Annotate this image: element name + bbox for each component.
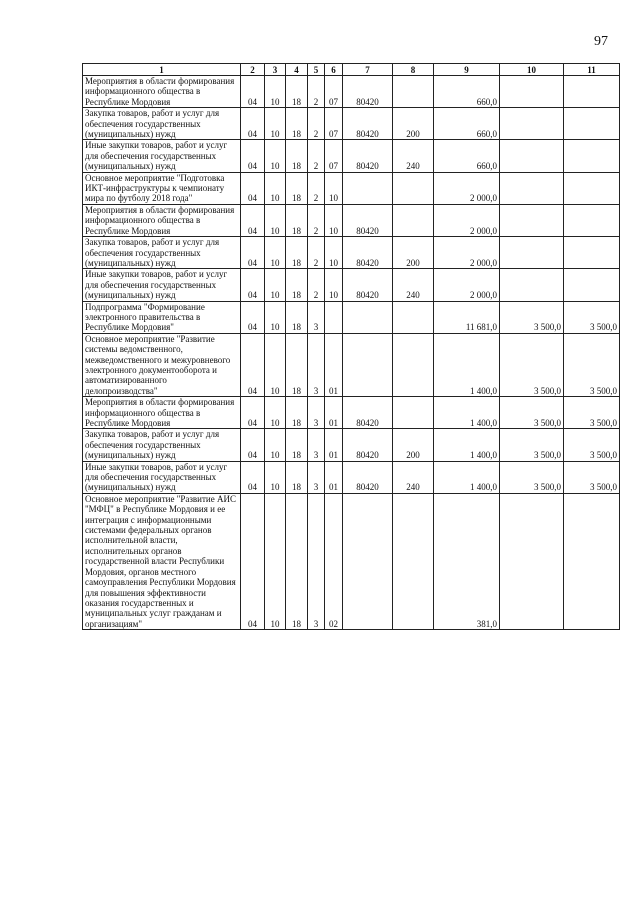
row-name: Иные закупки товаров, работ и услуг для обеспечения государственных (муниципальных) нужд (83, 461, 241, 493)
amount-cell: 3 500,0 (500, 397, 564, 429)
code-cell: 18 (286, 237, 308, 269)
code-cell (393, 76, 434, 108)
code-cell: 04 (241, 237, 265, 269)
row-name: Подпрограмма "Формирование электронного правительства в Республике Мордовия" (83, 301, 241, 333)
row-name: Иные закупки товаров, работ и услуг для обеспечения государственных (муниципальных) нужд (83, 269, 241, 301)
code-cell: 18 (286, 461, 308, 493)
code-cell: 10 (265, 108, 286, 140)
code-cell: 10 (265, 333, 286, 396)
code-cell: 18 (286, 493, 308, 629)
code-cell: 02 (325, 493, 343, 629)
code-cell: 10 (265, 429, 286, 461)
code-cell: 10 (265, 493, 286, 629)
code-cell: 3 (308, 461, 325, 493)
code-cell: 18 (286, 269, 308, 301)
column-header: 8 (393, 64, 434, 76)
code-cell: 80420 (343, 429, 393, 461)
code-cell: 04 (241, 429, 265, 461)
amount-cell (500, 76, 564, 108)
code-cell: 3 (308, 397, 325, 429)
row-name: Мероприятия в области формирования информационного общества в Республике Мордовия (83, 204, 241, 236)
code-cell: 240 (393, 140, 434, 172)
code-cell: 04 (241, 461, 265, 493)
code-cell: 10 (325, 237, 343, 269)
row-name: Закупка товаров, работ и услуг для обеспечения государственных (муниципальных) нужд (83, 429, 241, 461)
amount-cell (500, 269, 564, 301)
code-cell: 07 (325, 108, 343, 140)
code-cell: 200 (393, 108, 434, 140)
code-cell: 3 (308, 333, 325, 396)
table-row (83, 140, 620, 172)
code-cell: 2 (308, 237, 325, 269)
code-cell: 01 (325, 461, 343, 493)
amount-cell (500, 493, 564, 629)
table-row (83, 108, 620, 140)
amount-cell: 3 500,0 (500, 461, 564, 493)
code-cell (393, 397, 434, 429)
code-cell: 18 (286, 140, 308, 172)
column-header: 9 (434, 64, 500, 76)
amount-cell (564, 237, 620, 269)
table-row (83, 204, 620, 236)
code-cell: 01 (325, 333, 343, 396)
row-name: Основное мероприятие "Подготовка ИКТ-инфраструктуры к чемпионату мира по футболу 2018 года" (83, 172, 241, 204)
amount-cell: 2 000,0 (434, 269, 500, 301)
code-cell: 04 (241, 333, 265, 396)
code-cell: 07 (325, 140, 343, 172)
code-cell: 80420 (343, 76, 393, 108)
amount-cell (564, 204, 620, 236)
amount-cell (564, 76, 620, 108)
amount-cell: 3 500,0 (564, 301, 620, 333)
code-cell: 04 (241, 140, 265, 172)
column-header: 7 (343, 64, 393, 76)
amount-cell: 2 000,0 (434, 172, 500, 204)
code-cell: 200 (393, 429, 434, 461)
code-cell: 2 (308, 140, 325, 172)
code-cell (343, 493, 393, 629)
amount-cell: 660,0 (434, 108, 500, 140)
amount-cell (564, 172, 620, 204)
code-cell: 80420 (343, 269, 393, 301)
code-cell: 04 (241, 76, 265, 108)
amount-cell: 2 000,0 (434, 237, 500, 269)
row-name: Мероприятия в области формирования информационного общества в Республике Мордовия (83, 76, 241, 108)
table-row (83, 333, 620, 396)
code-cell: 18 (286, 76, 308, 108)
code-cell: 18 (286, 429, 308, 461)
amount-cell: 3 500,0 (500, 429, 564, 461)
code-cell: 18 (286, 301, 308, 333)
code-cell: 10 (265, 204, 286, 236)
page-number: 97 (594, 34, 608, 49)
table-row (83, 172, 620, 204)
row-name: Мероприятия в области формирования информационного общества в Республике Мордовия (83, 397, 241, 429)
code-cell: 2 (308, 204, 325, 236)
code-cell: 80420 (343, 204, 393, 236)
code-cell: 240 (393, 269, 434, 301)
code-cell (343, 301, 393, 333)
column-header: 11 (564, 64, 620, 76)
amount-cell: 1 400,0 (434, 461, 500, 493)
row-name: Основное мероприятие "Развитие системы ведомственного, межведомственного и межуровневого электронного документооборота и автоматизированного делопроизводства" (83, 333, 241, 396)
row-name: Закупка товаров, работ и услуг для обеспечения государственных (муниципальных) нужд (83, 108, 241, 140)
row-name: Закупка товаров, работ и услуг для обеспечения государственных (муниципальных) нужд (83, 237, 241, 269)
amount-cell: 3 500,0 (564, 397, 620, 429)
code-cell: 10 (265, 269, 286, 301)
row-name: Иные закупки товаров, работ и услуг для обеспечения государственных (муниципальных) нужд (83, 140, 241, 172)
row-name: Основное мероприятие "Развитие АИС "МФЦ" в Республике Мордовия и ее интеграция с информационными системами федеральных органов исполнительной власти, исполнительных органов государственной власти Республики Мордовия, органов местного самоуправления Республики Мордовия для повышения эффективности оказания государственных и муниципальных услуг гражданам и организациям" (83, 493, 241, 629)
code-cell: 3 (308, 493, 325, 629)
code-cell: 01 (325, 397, 343, 429)
amount-cell: 660,0 (434, 76, 500, 108)
table-row (83, 397, 620, 429)
code-cell: 10 (265, 140, 286, 172)
amount-cell: 1 400,0 (434, 429, 500, 461)
table-header-row (83, 64, 620, 76)
amount-cell (500, 108, 564, 140)
amount-cell: 3 500,0 (564, 429, 620, 461)
code-cell: 04 (241, 397, 265, 429)
code-cell: 10 (325, 269, 343, 301)
amount-cell: 3 500,0 (564, 461, 620, 493)
table-row (83, 301, 620, 333)
column-header: 4 (286, 64, 308, 76)
amount-cell (564, 269, 620, 301)
amount-cell (564, 140, 620, 172)
code-cell (393, 301, 434, 333)
code-cell: 2 (308, 172, 325, 204)
amount-cell (564, 493, 620, 629)
code-cell (393, 172, 434, 204)
code-cell: 2 (308, 269, 325, 301)
code-cell: 04 (241, 493, 265, 629)
amount-cell: 2 000,0 (434, 204, 500, 236)
code-cell: 10 (265, 301, 286, 333)
table-row (83, 76, 620, 108)
code-cell: 18 (286, 333, 308, 396)
column-header: 1 (83, 64, 241, 76)
code-cell: 04 (241, 108, 265, 140)
code-cell: 07 (325, 76, 343, 108)
amount-cell (500, 172, 564, 204)
code-cell: 80420 (343, 140, 393, 172)
code-cell (393, 204, 434, 236)
code-cell: 80420 (343, 237, 393, 269)
code-cell: 2 (308, 108, 325, 140)
amount-cell: 1 400,0 (434, 333, 500, 396)
table-row (83, 461, 620, 493)
amount-cell: 3 500,0 (500, 301, 564, 333)
amount-cell (500, 140, 564, 172)
column-header: 10 (500, 64, 564, 76)
amount-cell: 1 400,0 (434, 397, 500, 429)
code-cell: 80420 (343, 108, 393, 140)
code-cell (393, 333, 434, 396)
table-row (83, 237, 620, 269)
table-row (83, 493, 620, 629)
code-cell: 18 (286, 172, 308, 204)
code-cell: 200 (393, 237, 434, 269)
amount-cell: 3 500,0 (564, 333, 620, 396)
code-cell (343, 333, 393, 396)
code-cell (325, 301, 343, 333)
amount-cell (500, 204, 564, 236)
table-row (83, 269, 620, 301)
code-cell: 04 (241, 301, 265, 333)
column-header: 2 (241, 64, 265, 76)
code-cell: 10 (265, 237, 286, 269)
budget-table (82, 63, 620, 630)
code-cell: 80420 (343, 397, 393, 429)
amount-cell: 381,0 (434, 493, 500, 629)
code-cell: 01 (325, 429, 343, 461)
table-row (83, 429, 620, 461)
code-cell: 3 (308, 301, 325, 333)
code-cell: 04 (241, 204, 265, 236)
column-header: 5 (308, 64, 325, 76)
amount-cell (564, 108, 620, 140)
code-cell: 3 (308, 429, 325, 461)
code-cell: 18 (286, 397, 308, 429)
column-header: 6 (325, 64, 343, 76)
code-cell: 240 (393, 461, 434, 493)
code-cell: 10 (325, 204, 343, 236)
code-cell: 10 (265, 397, 286, 429)
code-cell: 80420 (343, 461, 393, 493)
code-cell (343, 172, 393, 204)
code-cell (393, 493, 434, 629)
column-header: 3 (265, 64, 286, 76)
code-cell: 10 (265, 172, 286, 204)
code-cell: 18 (286, 204, 308, 236)
code-cell: 04 (241, 269, 265, 301)
amount-cell: 660,0 (434, 140, 500, 172)
code-cell: 18 (286, 108, 308, 140)
code-cell: 2 (308, 76, 325, 108)
code-cell: 04 (241, 172, 265, 204)
amount-cell: 3 500,0 (500, 333, 564, 396)
code-cell: 10 (265, 76, 286, 108)
amount-cell (500, 237, 564, 269)
amount-cell: 11 681,0 (434, 301, 500, 333)
code-cell: 10 (265, 461, 286, 493)
code-cell: 10 (325, 172, 343, 204)
